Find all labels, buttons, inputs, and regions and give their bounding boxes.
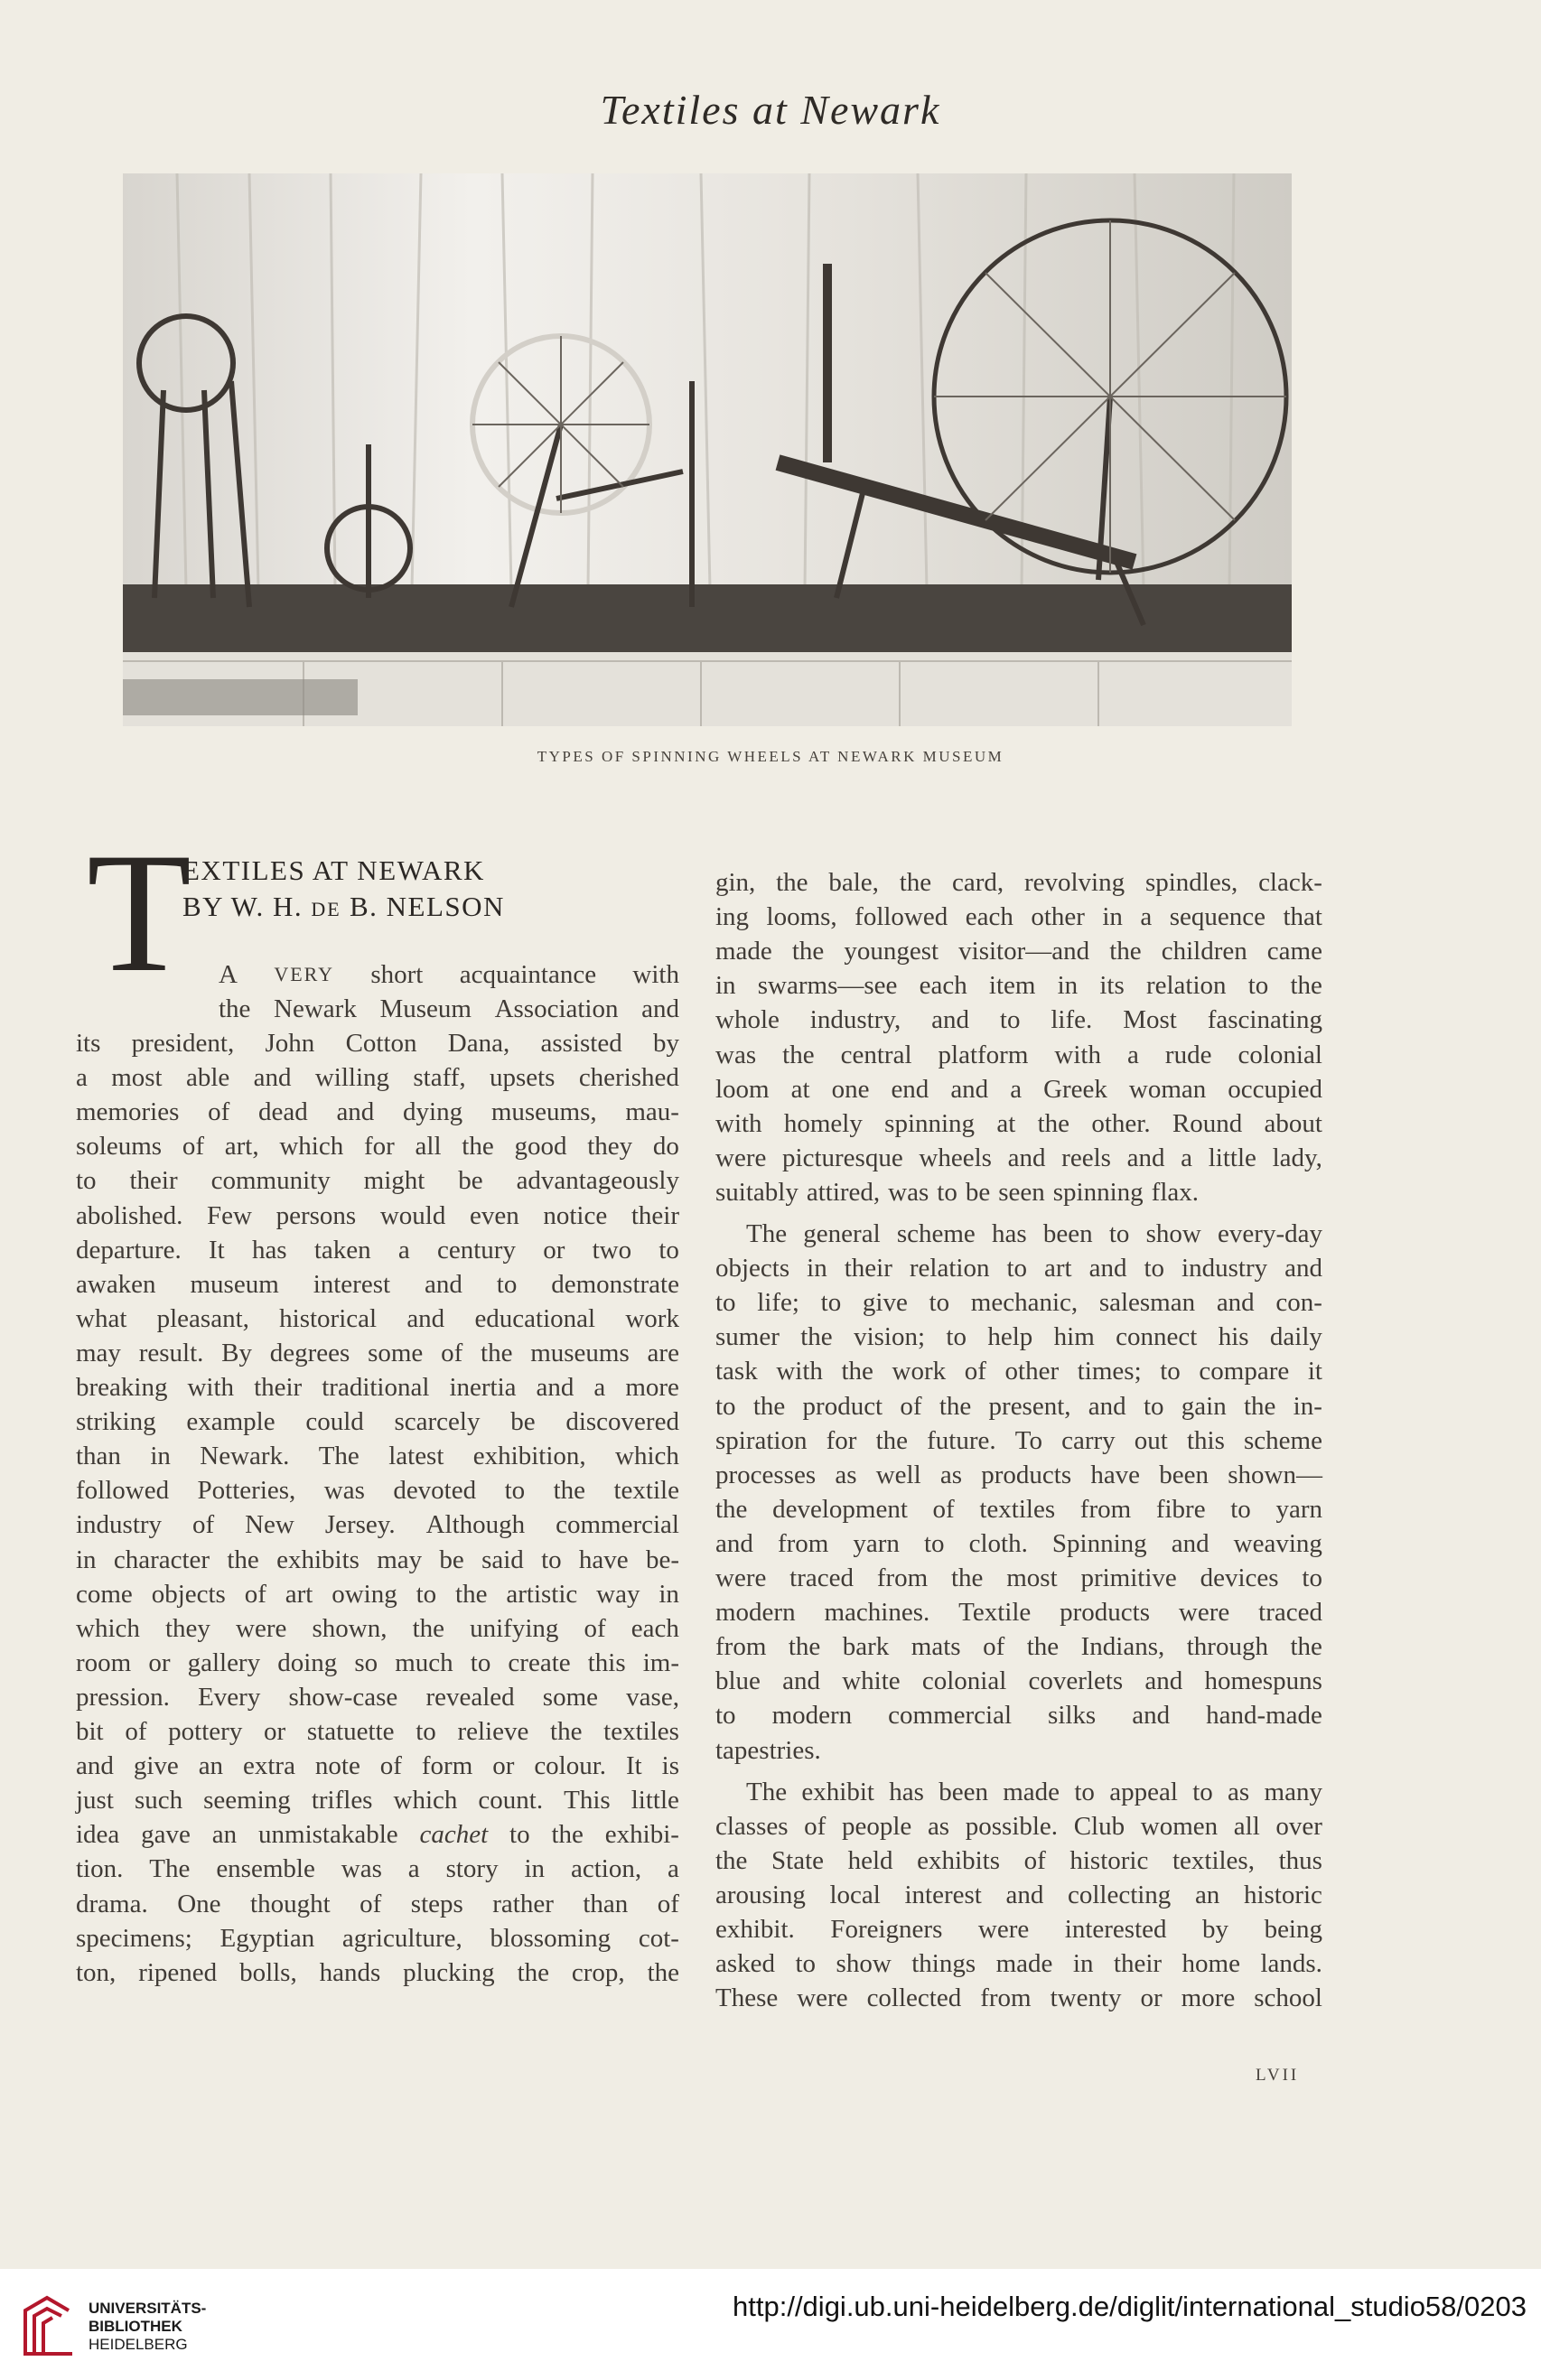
text-line: memories of dead and dying museums, mau-: [76, 1097, 679, 1126]
text-line: arousing local interest and collecting an historic: [715, 1881, 1322, 1909]
text-line: tion. The ensemble was a story in action, a: [76, 1854, 679, 1883]
spinning-wheels-photograph: [123, 173, 1292, 726]
text-line: ton, ripened bolls, hands plucking the crop, the: [76, 1958, 679, 1987]
text-line: to their community might be advantageously: [76, 1166, 679, 1195]
text-line: The general scheme has been to show every-day: [746, 1219, 1322, 1248]
text-line: objects in their relation to art and to industry and: [715, 1254, 1322, 1283]
text-line: modern machines. Textile products were traced: [715, 1598, 1322, 1627]
text-line: drama. One thought of steps rather than of: [76, 1890, 679, 1918]
text-line: awaken museum interest and to demonstrate: [76, 1270, 679, 1299]
text-line: tapestries.: [715, 1736, 821, 1765]
text-line: specimens; Egyptian agriculture, blossoming cot-: [76, 1924, 679, 1953]
text-line: room or gallery doing so much to create this im-: [76, 1648, 679, 1677]
text-line: whole industry, and to life. Most fascinating: [715, 1005, 1322, 1034]
byline-particle: DE: [311, 898, 341, 920]
text-line: suitably attired, was to be seen spinning flax.: [715, 1178, 1199, 1207]
text-line: the development of textiles from fibre to yarn: [715, 1495, 1322, 1524]
text-line: come objects of art owing to the artistic way in: [76, 1580, 679, 1609]
text-line: asked to show things made in their home lands.: [715, 1949, 1322, 1978]
text-line: the State held exhibits of historic textiles, thus: [715, 1846, 1322, 1875]
byline-by: BY W. H.: [182, 891, 312, 922]
drop-cap: T: [87, 818, 192, 1008]
text-line: striking example could scarcely be discovered: [76, 1407, 679, 1436]
text-line: sumer the vision; to help him connect his daily: [715, 1322, 1322, 1351]
text-line: ing looms, followed each other in a sequence that: [715, 902, 1322, 931]
text-line: departure. It has taken a century or two to: [76, 1236, 679, 1265]
library-name-line1: UNIVERSITÄTS-: [89, 2300, 207, 2317]
article-title: EXTILES AT NEWARK: [182, 854, 485, 886]
photo-caption: TYPES OF SPINNING WHEELS AT NEWARK MUSEUM: [537, 748, 1004, 765]
text-line: exhibit. Foreigners were interested by being: [715, 1915, 1322, 1944]
text-line: were picturesque wheels and reels and a little lady,: [715, 1143, 1322, 1172]
text-line: breaking with their traditional inertia and a more: [76, 1373, 679, 1402]
text-line: loom at one end and a Greek woman occupied: [715, 1075, 1322, 1104]
text-line: These were collected from twenty or more school: [715, 1983, 1322, 2012]
text-line: blue and white colonial coverlets and homespuns: [715, 1666, 1322, 1695]
text-line: to life; to give to mechanic, salesman and con-: [715, 1288, 1322, 1317]
text-line: task with the work of other times; to compare it: [715, 1357, 1322, 1386]
text-line: A VERY short acquaintance with: [219, 960, 679, 989]
text-line: gin, the bale, the card, revolving spindles, clack-: [715, 868, 1322, 897]
text-line: was the central platform with a rude colonial: [715, 1041, 1322, 1069]
text-line: and from yarn to cloth. Spinning and weaving: [715, 1529, 1322, 1558]
library-name-line3: HEIDELBERG: [89, 2336, 188, 2353]
text-line: idea gave an unmistakable cachet to the exhibi-: [76, 1820, 679, 1849]
text-line: bit of pottery or statuette to relieve the textiles: [76, 1717, 679, 1746]
library-name-line2: BIBLIOTHEK: [89, 2318, 182, 2335]
text-line: in swarms—see each item in its relation to the: [715, 971, 1322, 1000]
text-line: made the youngest visitor—and the children came: [715, 937, 1322, 966]
text-line: the Newark Museum Association and: [219, 994, 679, 1023]
text-line: followed Potteries, was devoted to the textile: [76, 1476, 679, 1505]
library-name: [89, 2300, 206, 2354]
text-line: to the product of the present, and to gain the in-: [715, 1392, 1322, 1421]
text-line: a most able and willing staff, upsets cherished: [76, 1063, 679, 1092]
text-line: spiration for the future. To carry out this scheme: [715, 1426, 1322, 1455]
byline-name: B. NELSON: [341, 891, 505, 922]
text-line: soleums of art, which for all the good they do: [76, 1132, 679, 1161]
text-line: processes as well as products have been shown—: [715, 1461, 1322, 1489]
text-line: may result. By degrees some of the museums are: [76, 1339, 679, 1367]
source-url[interactable]: http://digi.ub.uni-heidelberg.de/diglit/international_studio58/0203: [733, 2291, 1527, 2322]
page-number: LVII: [1256, 2066, 1300, 2085]
running-head: Textiles at Newark: [600, 87, 941, 133]
text-line: with homely spinning at the other. Round about: [715, 1109, 1322, 1138]
text-line: pression. Every show-case revealed some vase,: [76, 1683, 679, 1712]
text-line: abolished. Few persons would even notice their: [76, 1201, 679, 1230]
text-line: The exhibit has been made to appeal to as many: [746, 1778, 1322, 1806]
text-line: than in Newark. The latest exhibition, which: [76, 1442, 679, 1470]
library-logo-icon: [20, 2292, 76, 2362]
text-line: in character the exhibits may be said to have be-: [76, 1545, 679, 1574]
text-line: and give an extra note of form or colour. It is: [76, 1751, 679, 1780]
text-line: to modern commercial silks and hand-made: [715, 1701, 1322, 1730]
text-line: its president, John Cotton Dana, assisted by: [76, 1029, 679, 1058]
text-line: were traced from the most primitive devices to: [715, 1563, 1322, 1592]
byline: [182, 891, 505, 923]
digitization-footer: [0, 2269, 1541, 2380]
text-line: just such seeming trifles which count. This little: [76, 1786, 679, 1815]
text-line: what pleasant, historical and educational work: [76, 1304, 679, 1333]
text-line: from the bark mats of the Indians, through the: [715, 1632, 1322, 1661]
text-line: classes of people as possible. Club women all over: [715, 1812, 1322, 1841]
text-line: which they were shown, the unifying of each: [76, 1614, 679, 1643]
text-line: industry of New Jersey. Although commercial: [76, 1510, 679, 1539]
